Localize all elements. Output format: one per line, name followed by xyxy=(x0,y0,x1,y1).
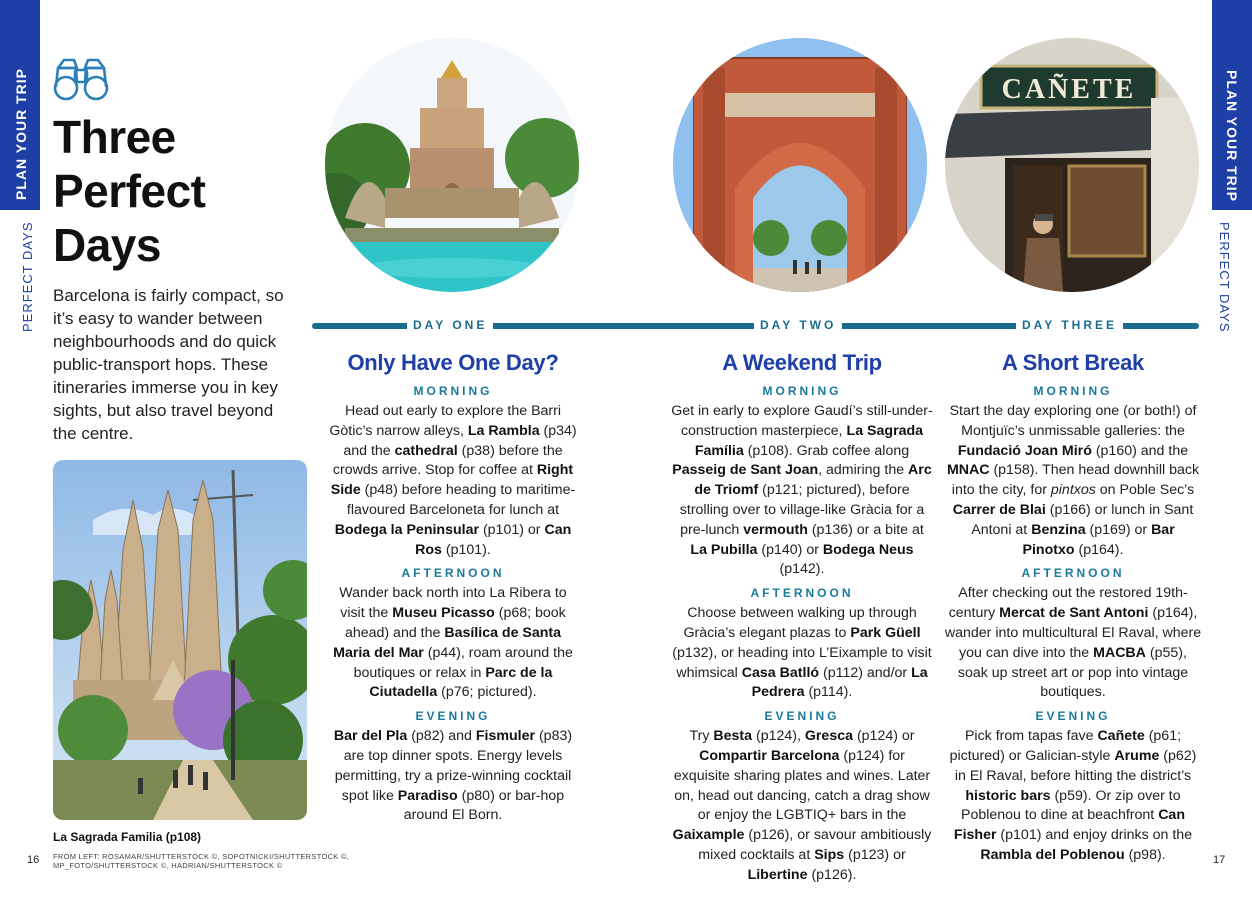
day-one-afternoon-text: Wander back north into La Ribera to visit the Museu Picasso (p68; book ahead) and the Basílica de Santa Maria del Mar (p44), roam around the boutiques or relax in Parc de la Ciutadella (p76; pictured). xyxy=(333,585,573,701)
page-number-right: 17 xyxy=(1213,854,1226,866)
right-section-label: PERFECT DAYS xyxy=(1217,222,1232,333)
day-two-morning-text: Get in early to explore Gaudí’s still-under-construction masterpiece, La Sagrada Família (p108). Grab coffee along Passeig de Sant Joan, admiring the Arc de Triomf (p121; pictured), before strolling over to village-like Gràcia for a pre-lunch vermouth (p136) or a bite at La Pubilla (p140) or Bodega Neus (p142). xyxy=(671,403,933,578)
day-one-evening-text: Bar del Pla (p82) and Fismuler (p83) are top dinner spots. Energy levels permitting, try a prize-winning cocktail spot like Paradiso (p80) or bar-hop around El Born. xyxy=(333,728,573,824)
intro-text: Barcelona is fairly compact, so it’s easy to wander between neighbourhoods and do quick public-transport hops. These itineraries immerse you in key sights, but also travel beyond the centre. xyxy=(53,286,284,443)
day-three-label: DAY THREE xyxy=(1016,318,1123,332)
day-one-evening-label: EVENING xyxy=(415,709,491,724)
day-two-afternoon-text: Choose between walking up through Gràcia’s elegant plazas to Park Güell (p132), or heading into L’Eixample to visit whimsical Casa Batlló (p112) and/or La Pedrera (p114). xyxy=(672,605,932,701)
day-one-morning-label: MORNING xyxy=(413,384,493,398)
day-three-evening-text: Pick from tapas fave Cañete (p61; pictured) or Galician-style Arume (p62) in El Raval, before hitting the district’s historic bars (p59). Or zip over to Poblenou to dine at beachfront Can Fisher (p101) and enjoy drinks on the Rambla del Poblenou (p98). xyxy=(949,728,1197,863)
left-section-label: PERFECT DAYS xyxy=(20,221,35,332)
binoculars-icon xyxy=(52,56,110,102)
title-line-1: Three xyxy=(53,111,176,163)
day-one-afternoon-label: AFTERNOON xyxy=(401,566,505,581)
canete-sign-text: CAÑETE xyxy=(1001,74,1137,105)
day-two-heading: A Weekend Trip xyxy=(722,350,882,375)
sagrada-familia-photo xyxy=(53,460,307,820)
photo-caption: La Sagrada Familia (p108) xyxy=(53,830,202,844)
arc-de-triomf-photo xyxy=(673,38,927,292)
right-tab-label: PLAN YOUR TRIP xyxy=(1224,70,1240,202)
photo-credits: FROM LEFT: ROSAMAR/SHUTTERSTOCK ©, SOPOTNICKI/SHUTTERSTOCK ©, MP_FOTO/SHUTTERSTOCK ©, HADRIAN/SHUTTERSTOCK © xyxy=(53,852,350,870)
day-one-column xyxy=(328,350,578,832)
day-three-evening-label: EVENING xyxy=(1035,709,1111,724)
day-three-column xyxy=(944,350,1202,872)
title-line-2: Perfect xyxy=(53,165,206,217)
day-one-morning-text: Head out early to explore the Barri Gòtic’s narrow alleys, La Rambla (p34) and the cathedral (p38) before the crowds arrive. Stop for coffee at Right Side (p48) before heading to maritime-flavoured Barceloneta for lunch at Bodega la Peninsular (p101) or Can Ros (p101). xyxy=(329,403,577,558)
day-two-morning-label: MORNING xyxy=(762,384,842,398)
day-two-evening-text: Try Besta (p124), Gresca (p124) or Compartir Barcelona (p124) for exquisite sharing plates and wines. Later on, head out dancing, catch a drag show or enjoy the LGBTIQ+ bars in the Gaixample (p126), or savour ambitiously mixed cocktails at Sips (p123) or Libertine (p126). xyxy=(672,728,932,883)
day-three-morning-label: MORNING xyxy=(1033,384,1113,398)
day-two-label: DAY TWO xyxy=(754,318,842,332)
day-two-evening-label: EVENING xyxy=(764,709,840,724)
day-three-afternoon-label: AFTERNOON xyxy=(1021,566,1125,581)
canete-restaurant-photo xyxy=(945,38,1199,292)
page-title xyxy=(53,110,205,272)
ciutadella-fountain-photo xyxy=(325,38,579,292)
page-number-left: 16 xyxy=(27,854,40,866)
day-three-afternoon-text: After checking out the restored 19th-century Mercat de Sant Antoni (p164), wander into multicultural El Raval, where you can dive into the MACBA (p55), soak up street art or pop into vintage boutiques. xyxy=(944,585,1202,701)
day-two-afternoon-label: AFTERNOON xyxy=(750,586,854,601)
title-line-3: Days xyxy=(53,219,161,271)
day-three-morning-text: Start the day exploring one (or both!) of Montjuïc’s unmissable galleries: the Fundació Joan Miró (p160) and the MNAC (p158). Then head downhill back into the city, for pintxos on Poble Sec’s Carrer de Blai (p166) or lunch in Sant Antoni at Benzina (p169) or Bar Pinotxo (p164). xyxy=(946,403,1200,558)
left-tab-label: PLAN YOUR TRIP xyxy=(13,68,29,200)
day-one-label: DAY ONE xyxy=(407,318,493,332)
day-one-heading: Only Have One Day? xyxy=(347,350,559,375)
day-three-heading: A Short Break xyxy=(1002,350,1144,375)
day-two-column xyxy=(671,350,933,892)
